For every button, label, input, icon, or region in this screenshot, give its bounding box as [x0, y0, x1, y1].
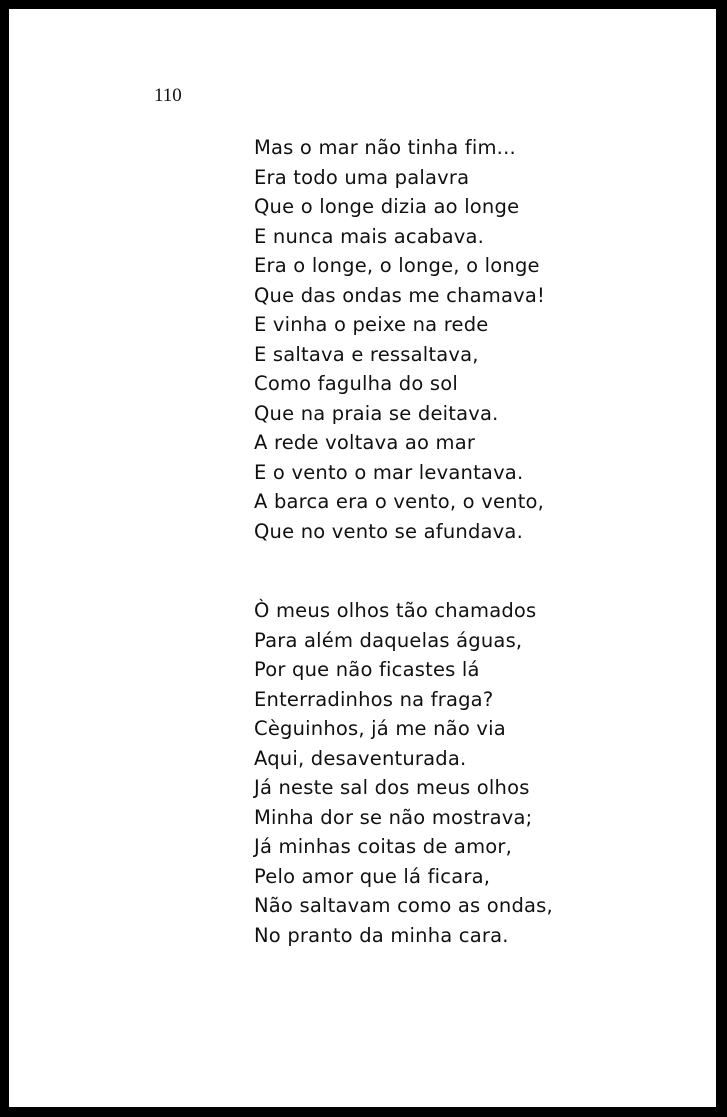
poem-line: Que na praia se deitava. — [254, 401, 499, 425]
poem-line: Ò meus olhos tão chamados — [254, 599, 537, 622]
poem-line: E nunca mais acabava. — [254, 224, 485, 248]
poem-line: Como fagulha do sol — [254, 372, 458, 395]
poem-line: No pranto da minha cara. — [254, 923, 509, 947]
poem-line: Que das ondas me chamava! — [254, 283, 546, 307]
poem-line: Pelo amor que lá ficara, — [254, 864, 491, 888]
poem-line: Era todo uma palavra — [254, 165, 470, 189]
poem-line: Que o longe dizia ao longe — [254, 195, 520, 218]
poem-line: Já minhas coitas de amor, — [254, 835, 513, 858]
poem-line: Por que não ficastes lá — [254, 658, 480, 681]
poem-line: Enterradinhos na fraga? — [254, 687, 494, 711]
poem-line: Cèguinhos, já me não via — [254, 717, 506, 740]
poem-line: E saltava e ressaltava, — [254, 342, 479, 366]
poem-line: A rede voltava ao mar — [254, 431, 476, 454]
poem-stanza-1 — [254, 133, 545, 546]
poem-line: Mas o mar não tinha fim... — [254, 136, 516, 159]
page-number: 110 — [154, 85, 182, 106]
poem-line: E vinha o peixe na rede — [254, 313, 489, 336]
book-page — [9, 9, 716, 1107]
poem-stanza-2 — [254, 596, 553, 950]
poem-line: Que no vento se afundava. — [254, 519, 523, 543]
poem-line: Não saltavam como as ondas, — [254, 894, 553, 917]
poem-line: Minha dor se não mostrava; — [254, 805, 533, 829]
poem-line: A barca era o vento, o vento, — [254, 490, 545, 513]
poem-line: Para além daquelas águas, — [254, 628, 523, 652]
poem-line: E o vento o mar levantava. — [254, 460, 524, 484]
poem-line: Aqui, desaventurada. — [254, 746, 467, 770]
poem-line: Era o longe, o longe, o longe — [254, 254, 540, 277]
poem-line: Já neste sal dos meus olhos — [254, 776, 530, 799]
